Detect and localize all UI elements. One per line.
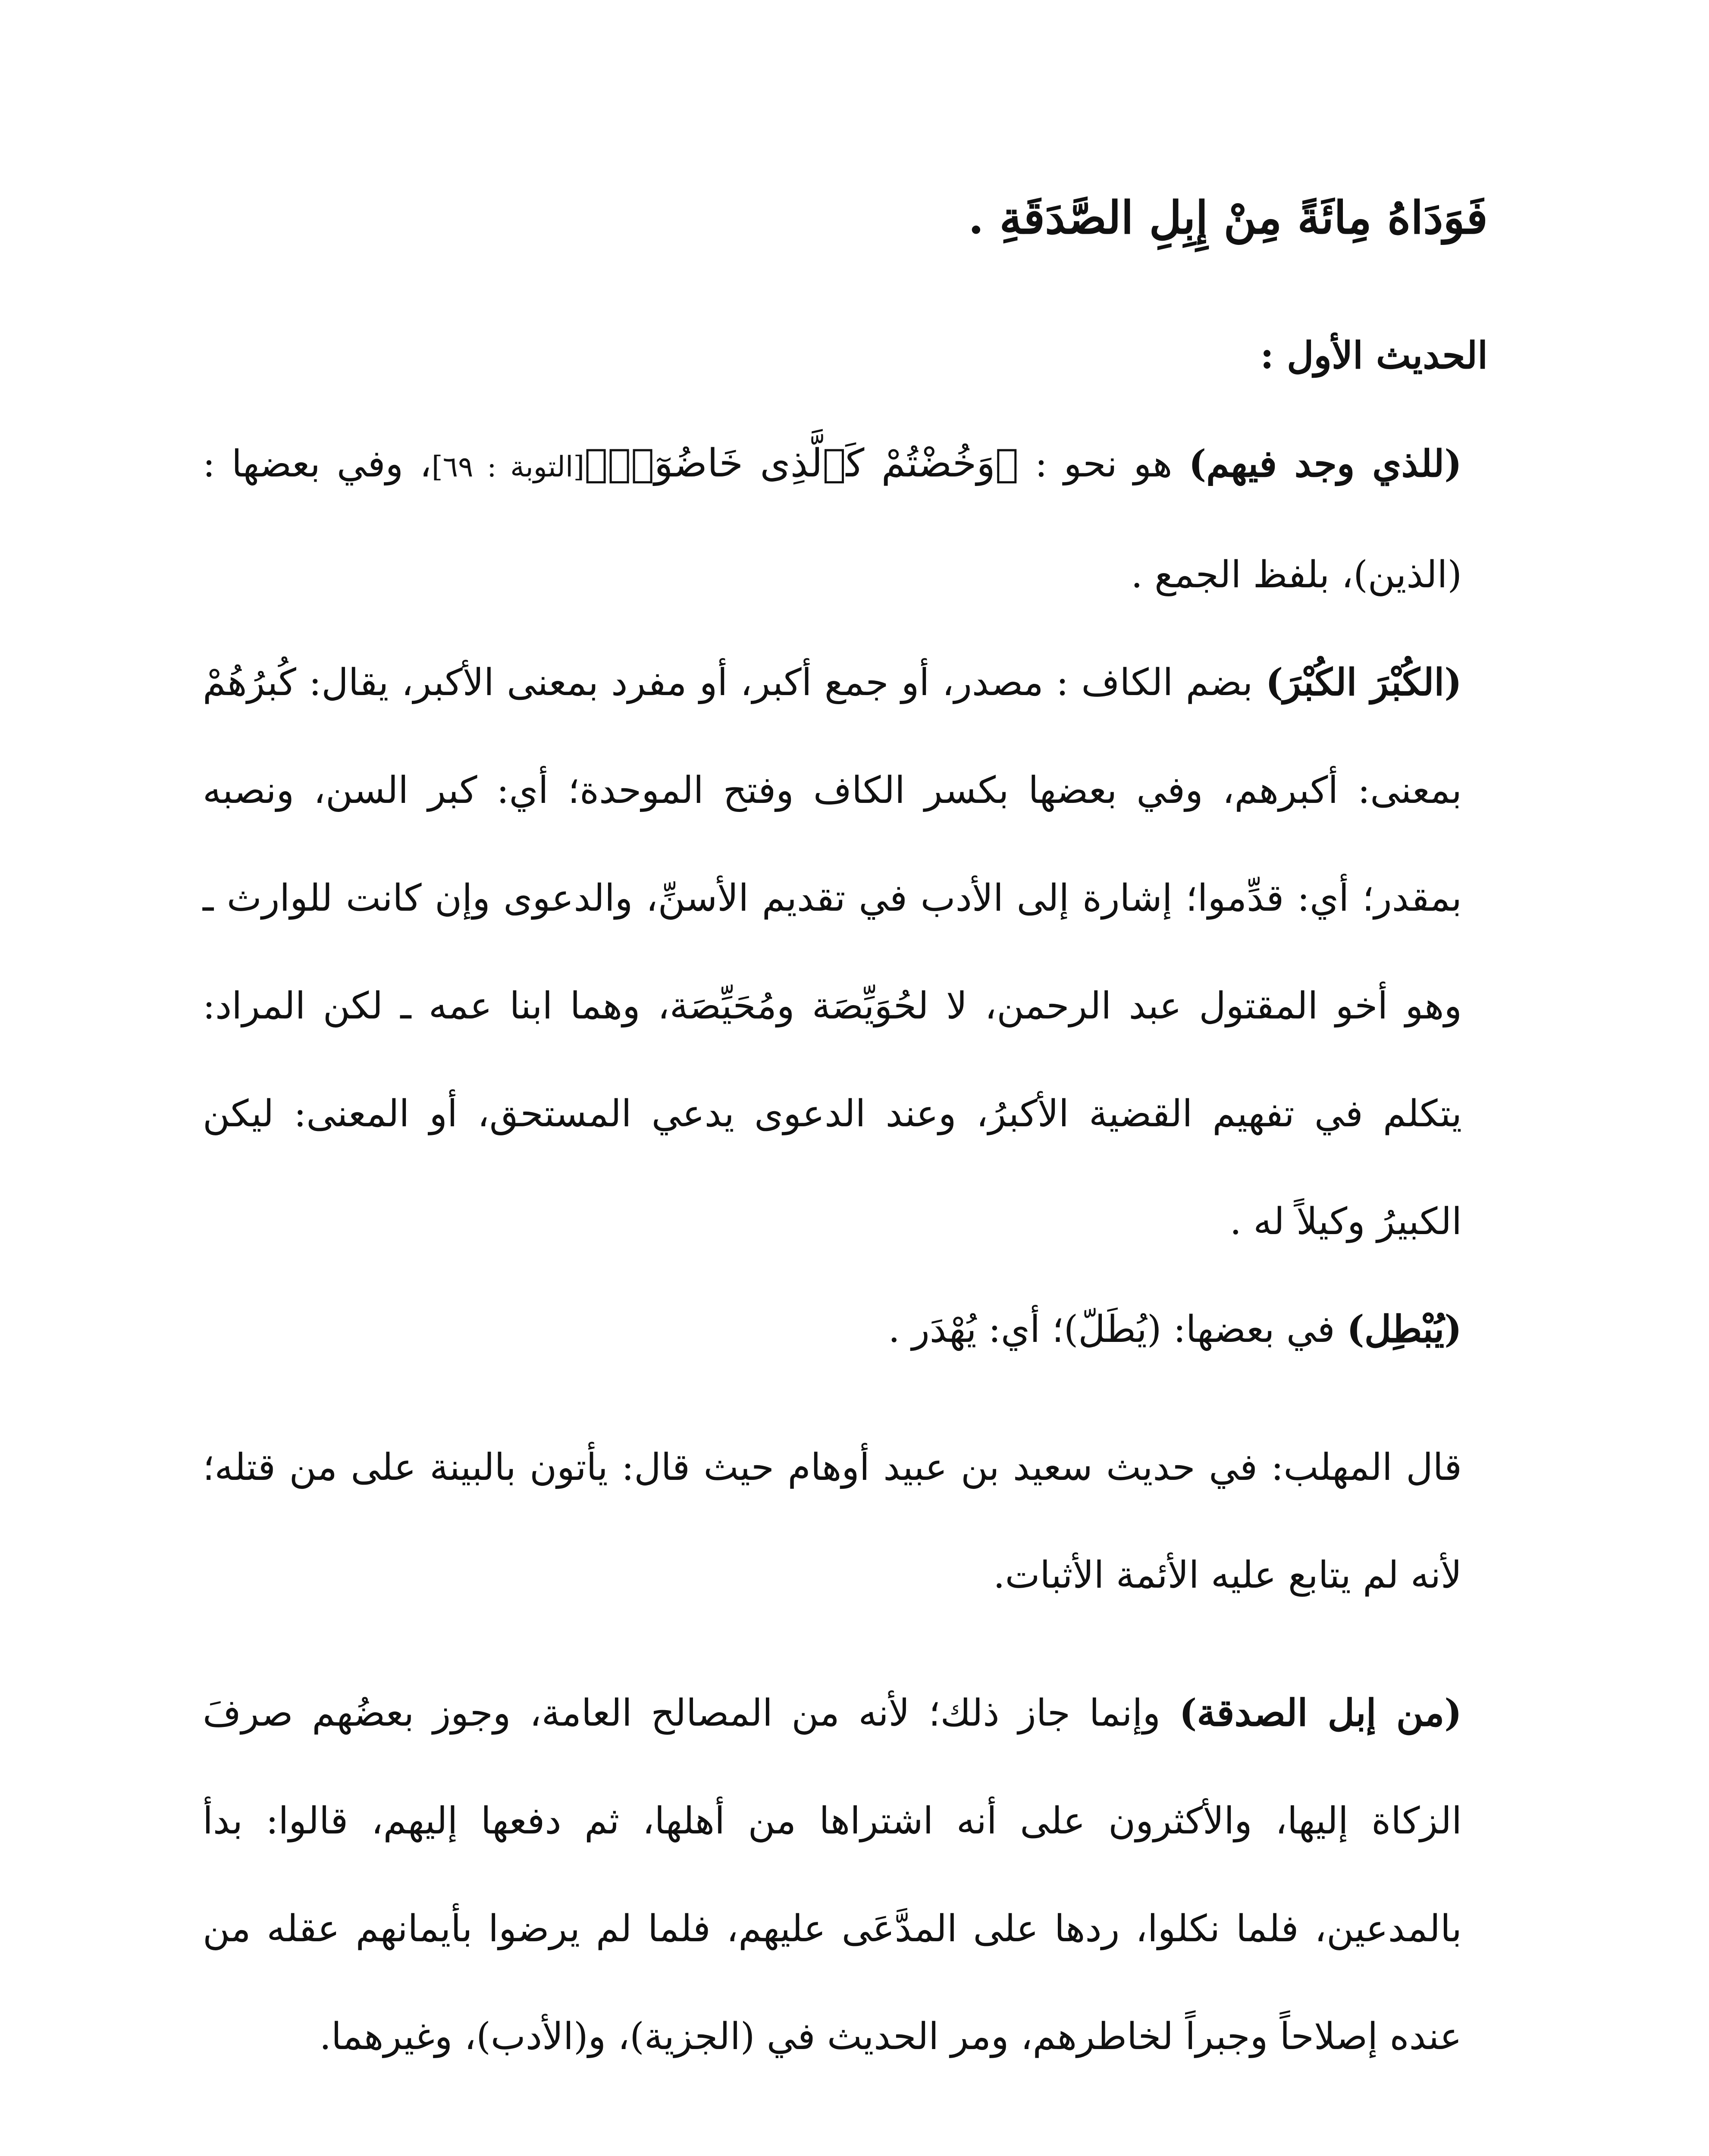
paragraph-3-term: (يُبْطِل)	[1347, 1307, 1462, 1351]
paragraph-1-rest: ، وفي بعضها : (الذين)، بلفظ الجمع .	[203, 442, 1462, 596]
paragraph-2-term: (الكُبْرَ الكُبْرَ)	[1265, 661, 1462, 704]
paragraph-2	[203, 629, 1488, 1275]
paragraph-3	[203, 1275, 1488, 1383]
page-body	[203, 164, 1488, 2090]
paragraph-5-rest: وإنما جاز ذلك؛ لأنه من المصالح العامة، وجوز بعضُهم صرفَ الزكاة إليها، والأكثرون على أنه اشتراها من أهلها، ثم دفعها إليهم، قالوا: بدأ بالمدعين، فلما نكلوا، ردها على المدَّعَى عليهم، فلما لم يرضوا بأيمانهم عقله من عنده إصلاحاً وجبراً لخاطرهم، ومر الحديث في (الجزية)، و(الأدب)، وغيرهما.	[203, 1692, 1462, 2058]
paragraph-3-rest: في بعضها: (يُطَلّ)؛ أي: يُهْدَر .	[888, 1308, 1347, 1351]
paragraph-1-intro: هو نحو :	[1018, 442, 1189, 486]
section-heading: الحديث الأول :	[1260, 334, 1488, 377]
quran-reference: [التوبة : ٦٩]	[431, 450, 585, 483]
quran-quote: ﴿وَخُضْتُمْ كَٱلَّذِى خَاضُوٓا۟﴾	[584, 441, 1019, 486]
paragraph-1-term: (للذي وجد فيهم)	[1188, 442, 1462, 486]
lead-line: فَوَدَاهُ مِائَةً مِنْ إِبِلِ الصَّدَقَةِ .	[968, 191, 1488, 244]
paragraph-4: قال المهلب: في حديث سعيد بن عبيد أوهام حيث قال: يأتون بالبينة على من قتله؛ لأنه لم يتابع عليه الأئمة الأثبات.	[203, 1446, 1462, 1597]
paragraph-1	[203, 410, 1488, 629]
paragraph-5-term: (من إبل الصدقة)	[1179, 1691, 1462, 1735]
paragraph-2-rest: بضم الكاف : مصدر، أو جمع أكبر، أو مفرد بمعنى الأكبر، يقال: كُبرُهُمْ بمعنى: أكبرهم، وفي بعضها بكسر الكاف وفتح الموحدة؛ أي: كبر السن، ونصبه بمقدر؛ أي: قدِّموا؛ إشارة إلى الأدب في تقديم الأسنِّ، والدعوى وإن كانت للوارث ـ وهو أخو المقتول عبد الرحمن، لا لحُوَيِّصَة ومُحَيِّصَة، وهما ابنا عمه ـ لكن المراد: يتكلم في تفهيم القضية الأكبرُ، وعند الدعوى يدعي المستحق، أو المعنى: ليكن الكبيرُ وكيلاً له .	[203, 661, 1462, 1243]
paragraph-5	[203, 1659, 1488, 2090]
